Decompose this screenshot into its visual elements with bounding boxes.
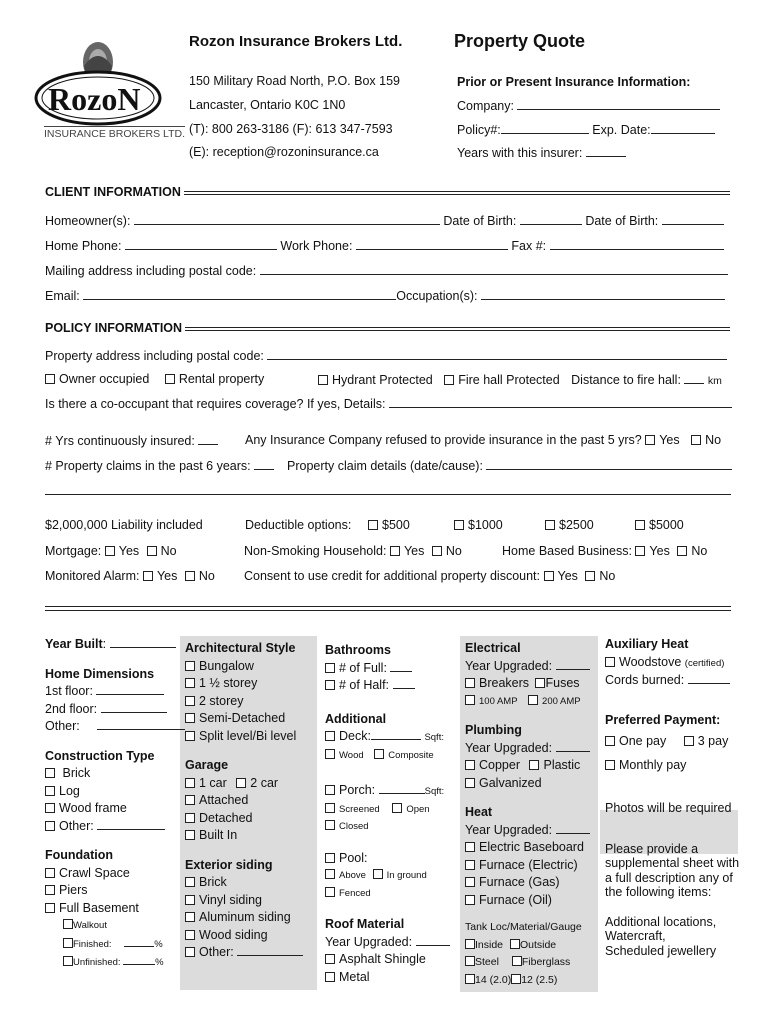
consent-label: Consent to use credit for additional property discount:: [244, 569, 541, 583]
finished-field[interactable]: Finished: %: [45, 935, 185, 954]
metal-checkbox[interactable]: Metal: [325, 969, 450, 987]
work-phone-label: Work Phone:: [280, 239, 353, 253]
tank-inside-checkbox[interactable]: Inside: [465, 939, 503, 951]
tank-heading: Tank Loc/Material/Gauge: [465, 921, 582, 933]
liability-text: $2,000,000 Liability included: [45, 518, 203, 532]
deductible-5000-checkbox[interactable]: $5000: [635, 518, 684, 532]
claim-details-field[interactable]: [287, 458, 732, 473]
first-floor-field[interactable]: 1st floor:: [45, 683, 185, 701]
supplement-note-4: the following items:: [605, 885, 712, 899]
policy-heading: POLICY INFORMATION: [45, 321, 183, 335]
heat-heading: Heat: [465, 805, 493, 819]
electrical-heading: Electrical: [465, 641, 521, 655]
homeowners-field[interactable]: [45, 213, 724, 228]
claim-details-label: Property claim details (date/cause):: [287, 459, 483, 473]
claims-field[interactable]: [45, 458, 274, 473]
prior-years-label: Years with this insurer:: [457, 146, 583, 160]
prior-heading: Prior or Present Insurance Information:: [457, 75, 691, 89]
mailing-label: Mailing address including postal code:: [45, 264, 257, 278]
other-construction-field[interactable]: Other:: [45, 818, 185, 836]
prior-exp-label: Exp. Date:: [592, 123, 651, 137]
mailing-field[interactable]: [45, 263, 728, 278]
deductible-500-checkbox[interactable]: $500: [368, 518, 410, 532]
col2: [185, 640, 303, 962]
consent-yes-checkbox[interactable]: Yes: [544, 569, 578, 583]
foundation-heading: Foundation: [45, 848, 114, 862]
other-dim-field[interactable]: Other:: [45, 718, 185, 736]
email-field[interactable]: [45, 288, 725, 303]
fenced-checkbox[interactable]: Fenced: [325, 885, 450, 903]
alarm-label: Monitored Alarm:: [45, 569, 140, 583]
watercraft: Watercraft,: [605, 929, 666, 943]
col5: [605, 636, 739, 960]
gauge14-checkbox[interactable]: 14 (2.0): [465, 974, 511, 986]
logo-subtext: INSURANCE BROKERS LTD.: [44, 128, 185, 140]
deductible-2500-checkbox[interactable]: $2500: [545, 518, 594, 532]
walkout-checkbox[interactable]: Walkout: [45, 917, 185, 935]
company-phone: (T): 800 263-3186 (F): 613 347-7593: [189, 122, 393, 136]
refused-no-checkbox[interactable]: No: [691, 433, 721, 447]
company-address2: Lancaster, Ontario K0C 1N0: [189, 98, 346, 112]
distance-field[interactable]: Distance to fire hall: km: [571, 373, 722, 387]
year-built-field[interactable]: Year Built:: [45, 636, 185, 654]
email-label: Email:: [45, 289, 80, 303]
company-address1: 150 Military Road North, P.O. Box 159: [189, 74, 400, 88]
mortgage-yes-checkbox[interactable]: Yes: [105, 544, 139, 558]
deductible-label: Deductible options:: [245, 518, 352, 532]
prior-policy-label: Policy#:: [457, 123, 501, 137]
supplement-note-3: a full description any of: [605, 870, 733, 885]
elec-year-field[interactable]: Year Upgraded:: [465, 658, 590, 676]
protection-row: [318, 372, 722, 387]
company-logo: [34, 26, 185, 144]
deductible-1000-checkbox[interactable]: $1000: [454, 518, 503, 532]
woodstove-checkbox[interactable]: Woodstove (certified): [605, 654, 739, 673]
scheduled-jewellery: Scheduled jewellery: [605, 943, 717, 958]
bungalow-checkbox[interactable]: Bungalow: [185, 658, 303, 676]
car2-checkbox[interactable]: 2 car: [236, 776, 278, 790]
second-floor-field[interactable]: 2nd floor:: [45, 701, 185, 719]
aluminum-checkbox[interactable]: Aluminum siding: [185, 909, 303, 927]
furnace-gas-checkbox[interactable]: Furnace (Gas): [465, 874, 590, 892]
nonsmoking-row: [244, 544, 462, 558]
refused-row: [245, 433, 721, 447]
dob1-label: Date of Birth:: [443, 214, 517, 228]
roof-year-field[interactable]: Year Upgraded:: [325, 934, 450, 952]
crawl-space-checkbox[interactable]: Crawl Space: [45, 865, 185, 883]
car1-checkbox[interactable]: 1 car: [185, 776, 227, 790]
heat-year-field[interactable]: Year Upgraded:: [465, 822, 590, 840]
vinyl-checkbox[interactable]: Vinyl siding: [185, 892, 303, 910]
fax-label: Fax #:: [511, 239, 547, 253]
phone-field-row[interactable]: [45, 238, 724, 253]
deck-wood-checkbox[interactable]: Wood: [325, 750, 364, 761]
additional-heading: Additional: [325, 711, 387, 726]
refused-yes-checkbox[interactable]: Yes: [645, 433, 679, 447]
homeowners-label: Homeowner(s):: [45, 214, 131, 228]
mortgage-row: [45, 544, 177, 558]
occupation-label: Occupation(s):: [396, 289, 478, 303]
alarm-no-checkbox[interactable]: No: [185, 569, 215, 583]
roof-heading: Roof Material: [325, 917, 405, 931]
pool-checkbox[interactable]: Pool:: [325, 850, 450, 868]
wood-frame-checkbox[interactable]: Wood frame: [45, 800, 185, 818]
exterior-siding-heading: Exterior siding: [185, 857, 273, 872]
split-checkbox[interactable]: Split level/Bi level: [185, 728, 303, 746]
arch-style-heading: Architectural Style: [185, 641, 296, 655]
consent-row: [244, 569, 615, 583]
consent-no-checkbox[interactable]: No: [585, 569, 615, 583]
deck-composite-checkbox[interactable]: Composite: [374, 750, 433, 761]
col3: [325, 642, 450, 986]
pref-payment-heading: Preferred Payment:: [605, 712, 721, 727]
property-address-label: Property address including postal code:: [45, 349, 264, 363]
porch-field[interactable]: Porch: Sqft:: [325, 782, 450, 801]
dob2-label: Date of Birth:: [585, 214, 659, 228]
one-pay-checkbox[interactable]: One pay: [605, 734, 666, 748]
additional-locations: Additional locations,: [605, 914, 717, 929]
attached-checkbox[interactable]: Attached: [185, 792, 303, 810]
aux-heat-heading: Auxiliary Heat: [605, 637, 689, 651]
cooccupant-field[interactable]: [45, 396, 732, 411]
cooccupant-label: Is there a co-occupant that requires coverage? If yes, Details:: [45, 397, 386, 411]
policy-section-header: [45, 322, 730, 334]
three-pay-checkbox[interactable]: 3 pay: [684, 734, 729, 748]
nonsmoking-no-checkbox[interactable]: No: [432, 544, 462, 558]
garage-heading: Garage: [185, 758, 229, 772]
yrs-insured-field[interactable]: [45, 433, 218, 448]
tank-fiberglass-checkbox[interactable]: Fiberglass: [512, 956, 570, 968]
home-business-no-checkbox[interactable]: No: [677, 544, 707, 558]
piers-checkbox[interactable]: Piers: [45, 882, 185, 900]
baseboard-checkbox[interactable]: Electric Baseboard: [465, 839, 590, 857]
open-checkbox[interactable]: Open: [392, 804, 429, 815]
furnace-oil-checkbox[interactable]: Furnace (Oil): [465, 892, 590, 910]
plastic-checkbox[interactable]: Plastic: [529, 758, 580, 772]
plumb-year-field[interactable]: Year Upgraded:: [465, 740, 590, 758]
furnace-elec-checkbox[interactable]: Furnace (Electric): [465, 857, 590, 875]
breakers-checkbox[interactable]: Breakers: [465, 676, 529, 690]
construction-heading: Construction Type: [45, 748, 155, 763]
full-basement-checkbox[interactable]: Full Basement: [45, 900, 185, 918]
pool-inground-checkbox[interactable]: In ground: [373, 870, 427, 881]
col1: [45, 636, 185, 972]
cords-field[interactable]: Cords burned:: [605, 672, 739, 690]
yrs-insured-label: # Yrs continuously insured:: [45, 434, 195, 448]
detached-checkbox[interactable]: Detached: [185, 810, 303, 828]
storey2-checkbox[interactable]: 2 storey: [185, 693, 303, 711]
alarm-row: [45, 569, 215, 583]
amp200-checkbox[interactable]: 200 AMP: [528, 696, 581, 707]
fuses-checkbox[interactable]: Fuses: [535, 676, 580, 690]
client-section-header: [45, 186, 730, 198]
property-address-field[interactable]: [45, 348, 727, 363]
built-in-checkbox[interactable]: Built In: [185, 827, 303, 845]
monthly-checkbox[interactable]: Monthly pay: [605, 757, 739, 775]
gauge12-checkbox[interactable]: 12 (2.5): [511, 974, 557, 986]
ext-brick-checkbox[interactable]: Brick: [185, 874, 303, 892]
screened-checkbox[interactable]: Screened: [325, 804, 380, 815]
nonsmoking-label: Non-Smoking Household:: [244, 544, 387, 558]
log-checkbox[interactable]: Log: [45, 783, 185, 801]
alarm-yes-checkbox[interactable]: Yes: [143, 569, 177, 583]
home-business-row: [502, 544, 707, 558]
logo-text: RozoN: [48, 81, 141, 117]
home-phone-label: Home Phone:: [45, 239, 122, 253]
tank-steel-checkbox[interactable]: Steel: [465, 956, 499, 968]
nonsmoking-yes-checkbox[interactable]: Yes: [390, 544, 424, 558]
home-business-label: Home Based Business:: [502, 544, 632, 558]
storey15-checkbox[interactable]: 1 ½ storey: [185, 675, 303, 693]
company-name: Rozon Insurance Brokers Ltd.: [189, 33, 403, 50]
client-heading: CLIENT INFORMATION: [45, 185, 181, 199]
refused-label: Any Insurance Company refused to provide insurance in the past 5 yrs?: [245, 433, 642, 447]
supplement-note-1: Please provide a: [605, 841, 699, 856]
deck-field[interactable]: Deck: Sqft:: [325, 728, 450, 747]
pool-above-checkbox[interactable]: Above: [325, 870, 366, 881]
prior-policy-field[interactable]: [457, 122, 715, 137]
asphalt-checkbox[interactable]: Asphalt Shingle: [325, 951, 450, 969]
home-dimensions-heading: Home Dimensions: [45, 666, 155, 681]
section-divider: [45, 606, 731, 611]
home-business-yes-checkbox[interactable]: Yes: [635, 544, 669, 558]
prior-company-label: Company:: [457, 99, 514, 113]
occupancy-row: [45, 372, 264, 386]
photos-note: Photos will be required: [605, 801, 732, 815]
half-bath-field[interactable]: # of Half:: [325, 677, 450, 695]
plumbing-heading: Plumbing: [465, 723, 522, 737]
wood-siding-checkbox[interactable]: Wood siding: [185, 927, 303, 945]
galvanized-checkbox[interactable]: Galvanized: [465, 775, 590, 793]
rental-checkbox[interactable]: Rental property: [165, 372, 264, 386]
brick-checkbox[interactable]: Brick: [45, 765, 185, 783]
prior-company-field[interactable]: [457, 98, 720, 113]
closed-checkbox[interactable]: Closed: [325, 818, 450, 836]
prior-years-field[interactable]: [457, 145, 626, 160]
unfinished-field[interactable]: Unfinished: %: [45, 953, 185, 972]
col4: [465, 640, 590, 989]
ext-other-field[interactable]: Other:: [185, 944, 303, 962]
claims-label: # Property claims in the past 6 years:: [45, 459, 251, 473]
full-bath-field[interactable]: # of Full:: [325, 660, 450, 678]
form-title: Property Quote: [454, 31, 586, 51]
mortgage-label: Mortgage:: [45, 544, 102, 558]
tank-outside-checkbox[interactable]: Outside: [510, 939, 556, 951]
bathrooms-heading: Bathrooms: [325, 643, 391, 657]
hydrant-checkbox[interactable]: Hydrant Protected: [318, 373, 433, 387]
supplement-note-2: supplemental sheet with: [605, 856, 740, 870]
mortgage-no-checkbox[interactable]: No: [147, 544, 177, 558]
amp100-checkbox[interactable]: 100 AMP: [465, 696, 517, 707]
copper-checkbox[interactable]: Copper: [465, 758, 520, 772]
company-email: (E): reception@rozoninsurance.ca: [189, 145, 379, 159]
semi-checkbox[interactable]: Semi-Detached: [185, 710, 303, 728]
owner-occupied-checkbox[interactable]: Owner occupied: [45, 372, 149, 386]
firehall-checkbox[interactable]: Fire hall Protected: [444, 373, 559, 387]
blank-line[interactable]: [45, 494, 731, 495]
